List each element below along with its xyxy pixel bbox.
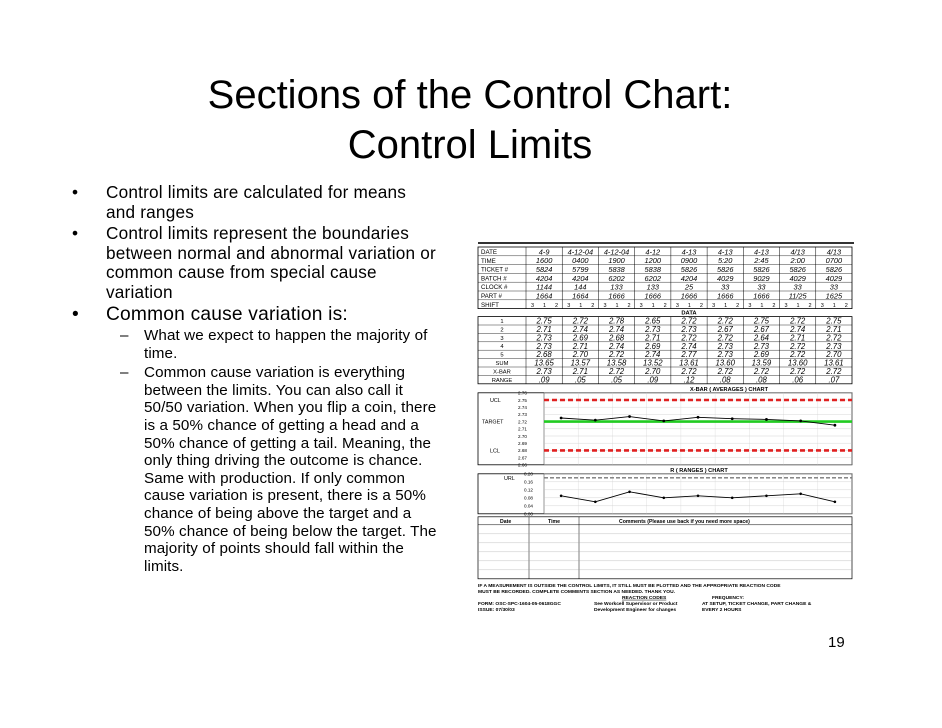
- shift-digit: 1: [687, 302, 691, 309]
- shift-digit: 1: [651, 302, 655, 309]
- handwritten-value: .07: [828, 375, 840, 385]
- range-chart: [544, 478, 852, 503]
- shift-digit: 1: [832, 302, 836, 309]
- shift-digit: 2: [736, 302, 740, 309]
- shift-digit: 3: [675, 302, 679, 309]
- handwritten-tickets: 5826: [753, 265, 770, 274]
- shift-digit: 3: [712, 302, 716, 309]
- lcl-label: LCL: [490, 448, 500, 455]
- handwritten-value: 2.73: [681, 325, 697, 334]
- handwritten-value: .08: [719, 375, 731, 385]
- shift-digit: 2: [844, 302, 848, 309]
- handwritten-dates: 4/13: [790, 247, 805, 257]
- bullet-list: [68, 183, 440, 577]
- handwritten-value: 2.71: [826, 325, 842, 334]
- handwritten-times: 0900: [680, 256, 698, 266]
- handwritten-value: 2.72: [681, 367, 697, 376]
- handwritten-value: 2.68: [536, 350, 552, 360]
- see-workcell: See Workcell Supervisor or Product: [594, 601, 678, 607]
- handwritten-tickets: 5838: [608, 265, 625, 274]
- xbar-tick-label: 2.67: [518, 455, 527, 461]
- handwritten-value: 2.74: [790, 325, 806, 334]
- frequency-label: FREQUENCY:: [712, 595, 744, 601]
- handwritten-value: 2.77: [681, 350, 697, 360]
- handwritten-times: 1600: [535, 256, 553, 266]
- header-label: PART #: [481, 293, 502, 300]
- handwritten-value: 2.70: [826, 350, 842, 360]
- shift-digit: 1: [543, 302, 547, 309]
- handwritten-value: 13.60: [787, 358, 808, 368]
- data-row-label: 2: [500, 327, 504, 334]
- handwritten-batch: 4204: [572, 273, 589, 283]
- header-label: SHIFT: [481, 301, 499, 309]
- handwritten-tickets: 5826: [789, 265, 806, 274]
- handwritten-value: .09: [647, 375, 659, 385]
- xbar-tick-label: 2.66: [518, 462, 527, 468]
- handwritten-value: 2.71: [572, 341, 588, 351]
- handwritten-value: .06: [792, 375, 804, 385]
- dash-marker: –: [120, 327, 129, 344]
- handwritten-batch: 4029: [825, 273, 843, 283]
- bullet-2: [68, 224, 440, 302]
- handwritten-value: 2.72: [717, 367, 733, 376]
- header-label: TIME: [481, 257, 496, 265]
- xbar-tick-label: 2.75: [518, 397, 527, 403]
- r-point: [594, 501, 597, 504]
- sub-bullet-text: Common cause variation is everything between the limits. You can also call it 50/50 variation. When you flip a coin, there is a 50% chance of getting a head and a 50% chance of getting a tail. Meaning, the only thing driving the outcome is chance. Same with production. If only common cause variation is present, there is a 50% chance of being above the target and a 50% chance of being below the target. The majority of points should fall within the limits.: [144, 364, 437, 575]
- handwritten-value: 2.72: [790, 341, 806, 351]
- handwritten-times: 1200: [644, 256, 662, 266]
- issue-date: ISSUE: 07/30/03: [478, 607, 515, 612]
- xbar-tick-label: 2.76: [518, 390, 527, 396]
- handwritten-value: 2.72: [717, 333, 733, 343]
- handwritten-value: 2.72: [826, 333, 842, 343]
- handwritten-entries: [534, 247, 843, 384]
- shift-digit: 1: [615, 302, 619, 309]
- handwritten-value: 2.73: [536, 367, 552, 376]
- r-tick-label: 0.12: [524, 487, 533, 493]
- bullet-marker: •: [72, 223, 79, 243]
- shift-digit: 3: [531, 302, 535, 309]
- r-tick-label: 0.08: [524, 495, 533, 501]
- xbar-point: [833, 424, 836, 427]
- ucl-label: UCL: [490, 398, 501, 404]
- xbar-tick-label: 2.72: [518, 419, 527, 425]
- xbar-tick-label: 2.69: [518, 441, 527, 446]
- xbar-tick-label: 2.68: [518, 448, 527, 454]
- handwritten-value: 2.74: [681, 341, 697, 351]
- handwritten-tickets: 5826: [716, 265, 734, 274]
- handwritten-value: 2.69: [645, 341, 661, 351]
- handwritten-dates: 4-13: [717, 247, 733, 257]
- handwritten-batch: 4029: [789, 273, 806, 283]
- handwritten-value: 2.75: [826, 316, 842, 326]
- handwritten-value: 2.69: [753, 350, 770, 360]
- header-label: BATCH #: [481, 275, 507, 283]
- handwritten-part: 1664: [572, 291, 589, 301]
- handwritten-value: 13.57: [570, 358, 591, 368]
- xbar-chart: [544, 400, 852, 450]
- handwritten-value: 2.73: [536, 333, 552, 343]
- r-point: [765, 495, 768, 498]
- r-point: [560, 495, 563, 498]
- handwritten-tickets: 5826: [825, 265, 843, 274]
- r-tick-label: 0.04: [524, 503, 533, 509]
- handwritten-batch: 4204: [680, 273, 698, 283]
- handwritten-value: .12: [683, 375, 695, 385]
- xbar-point: [628, 415, 631, 418]
- handwritten-value: 2.71: [536, 325, 552, 334]
- shift-digit: 3: [603, 302, 607, 309]
- handwritten-value: .08: [756, 375, 767, 385]
- handwritten-value: 2.67: [753, 325, 770, 334]
- handwritten-value: 2.72: [681, 316, 697, 326]
- r-title: R ( RANGES ) CHART: [670, 467, 728, 474]
- url-label: URL: [504, 475, 515, 482]
- comments-table: [478, 517, 852, 579]
- handwritten-part: 11/25: [788, 291, 807, 301]
- handwritten-clock: 1144: [536, 282, 553, 292]
- handwritten-clock: 133: [610, 282, 623, 292]
- control-chart-form: [474, 242, 858, 612]
- handwritten-value: 13.58: [606, 358, 627, 368]
- bullet-marker: •: [72, 304, 79, 325]
- handwritten-dates: 4-12-04: [603, 247, 630, 257]
- handwritten-value: 2.75: [536, 316, 552, 326]
- xbar-point: [765, 418, 768, 421]
- xbar-tick-label: 2.71: [518, 426, 527, 432]
- xbar-point: [594, 419, 597, 422]
- handwritten-value: .05: [611, 375, 622, 385]
- handwritten-part: 1666: [644, 291, 662, 301]
- footer-line-1: IF A MEASUREMENT IS OUTSIDE THE CONTROL LIMITS, IT STILL MUST BE PLOTTED AND THE APPROPRIATE REACTION CODE: [478, 583, 781, 589]
- handwritten-times: 0700: [825, 256, 843, 266]
- handwritten-value: 2.72: [753, 367, 770, 376]
- handwritten-part: 1625: [825, 291, 843, 301]
- handwritten-tickets: 5799: [572, 265, 589, 274]
- handwritten-times: 1900: [608, 256, 625, 266]
- handwritten-batch: 4029: [716, 273, 734, 283]
- handwritten-value: 2.71: [572, 367, 588, 376]
- handwritten-value: 2.64: [753, 333, 770, 343]
- data-row-label: RANGE: [491, 377, 513, 384]
- handwritten-value: 2.73: [536, 341, 552, 351]
- shift-digit: 1: [724, 302, 728, 309]
- handwritten-value: 13.60: [715, 358, 735, 368]
- handwritten-value: 13.65: [534, 358, 554, 368]
- handwritten-value: 2.72: [790, 316, 806, 326]
- xbar-point: [697, 416, 700, 419]
- handwritten-batch: 9029: [753, 273, 770, 283]
- handwritten-value: 13.59: [751, 358, 772, 368]
- handwritten-value: .05: [574, 375, 586, 385]
- shift-digit: 3: [567, 302, 571, 309]
- shift-digit: 2: [808, 302, 812, 309]
- xbar-point: [731, 417, 734, 420]
- handwritten-value: 2.72: [790, 367, 806, 376]
- sub-bullet-text: What we expect to happen the majority of time.: [144, 327, 428, 362]
- handwritten-value: 2.72: [608, 350, 625, 360]
- r-point: [662, 497, 665, 500]
- header-label: CLOCK #: [481, 284, 508, 292]
- comments-time-header: Time: [548, 518, 561, 525]
- shift-digit: 2: [591, 302, 595, 309]
- handwritten-clock: 33: [721, 282, 730, 292]
- handwritten-value: 2.71: [645, 333, 661, 343]
- shift-digit: 1: [579, 302, 583, 309]
- handwritten-value: 2.67: [717, 325, 733, 334]
- shift-digit: 2: [699, 302, 703, 309]
- handwritten-tickets: 5824: [535, 265, 553, 274]
- handwritten-value: 2.69: [572, 333, 588, 343]
- footer-line-2: MUST BE RECORDED. COMPLETE COMMENTS SECTION AS NEEDED. THANK YOU.: [478, 589, 675, 595]
- data-label: DATA: [681, 310, 697, 317]
- bullet-text: Control limits represent the boundaries between normal and abnormal variation or common cause from special cause variation: [106, 223, 436, 302]
- handwritten-clock: 133: [646, 282, 659, 292]
- dev-engineer: Development Engineer for changes: [594, 607, 677, 612]
- handwritten-batch: 6202: [644, 273, 662, 283]
- handwritten-times: 2:45: [754, 256, 769, 266]
- shift-digit: 2: [663, 302, 667, 309]
- reaction-codes: REACTION CODES: [622, 595, 667, 601]
- r-tick-label: 0.16: [524, 479, 533, 485]
- handwritten-value: 2.70: [645, 367, 661, 376]
- slide-title: [70, 70, 870, 170]
- shift-digit: 3: [820, 302, 824, 309]
- form-number: FORM: OSC-SPC-1604-05-0618GGC: [478, 601, 561, 607]
- handwritten-dates: 4-9: [538, 247, 550, 257]
- xbar-point: [560, 417, 563, 420]
- form-labels: [478, 249, 848, 612]
- handwritten-times: 0400: [572, 256, 589, 266]
- r-point: [799, 493, 802, 496]
- dash-marker: –: [120, 364, 129, 382]
- xbar-point: [799, 419, 802, 422]
- handwritten-dates: 4/13: [826, 247, 842, 257]
- handwritten-value: 2.75: [753, 316, 770, 326]
- r-point: [697, 495, 700, 498]
- title-line-2: Control Limits: [347, 123, 593, 167]
- r-tick-label: 0.20: [524, 471, 533, 477]
- handwritten-value: 2.65: [645, 316, 661, 326]
- title-line-1: Sections of the Control Chart:: [207, 73, 733, 117]
- handwritten-value: 2.74: [608, 325, 625, 334]
- handwritten-value: 2.73: [717, 350, 733, 360]
- handwritten-clock: 33: [793, 282, 802, 292]
- handwritten-dates: 4-12-04: [567, 247, 594, 257]
- shift-digit: 2: [555, 302, 559, 309]
- xbar-tick-label: 2.74: [518, 405, 527, 410]
- target-label: TARGET: [482, 419, 504, 426]
- handwritten-value: 2.74: [608, 341, 625, 351]
- shift-digit: 1: [796, 302, 800, 309]
- xbar-tick-label: 2.70: [518, 433, 527, 439]
- comments-date-header: Date: [500, 518, 512, 525]
- data-row-label: 4: [500, 344, 504, 351]
- handwritten-value: .09: [538, 375, 550, 385]
- handwritten-clock: 25: [684, 282, 694, 292]
- handwritten-value: 13.52: [643, 358, 663, 368]
- r-point: [731, 497, 734, 500]
- header-label: TICKET #: [481, 266, 509, 274]
- handwritten-times: 2:00: [790, 256, 805, 266]
- xbar-tick-label: 2.73: [518, 412, 527, 418]
- r-point: [834, 501, 837, 504]
- handwritten-value: 2.71: [790, 333, 806, 343]
- xbar-title: X-BAR ( AVERAGES ) CHART: [689, 386, 769, 393]
- handwritten-dates: 4-12: [645, 247, 661, 257]
- r-tick-label: 0.00: [524, 511, 533, 517]
- shift-digit: 1: [760, 302, 764, 309]
- data-row-label: 3: [500, 335, 504, 342]
- shift-digit: 3: [748, 302, 752, 309]
- handwritten-value: 2.72: [608, 367, 625, 376]
- handwritten-value: 13.61: [824, 358, 844, 368]
- handwritten-clock: 33: [757, 282, 766, 292]
- handwritten-value: 2.72: [790, 350, 806, 360]
- handwritten-part: 1666: [753, 291, 770, 301]
- sub-bullet-1: [68, 327, 440, 362]
- handwritten-clock: 144: [574, 282, 587, 292]
- handwritten-batch: 6202: [608, 273, 625, 283]
- bullet-3: [68, 304, 440, 325]
- bullet-text: Common cause variation is:: [106, 304, 348, 325]
- shift-digit: 3: [784, 302, 788, 309]
- handwritten-dates: 4-13: [754, 247, 769, 257]
- handwritten-value: 2.70: [572, 350, 588, 360]
- handwritten-value: 2.74: [645, 350, 661, 360]
- data-row-label: X-BAR: [493, 369, 511, 376]
- every-2-hours: EVERY 2 HOURS: [702, 607, 742, 612]
- r-point: [628, 491, 631, 494]
- handwritten-value: 13.61: [679, 358, 699, 368]
- page-number: 19: [828, 634, 845, 651]
- handwritten-times: 5:20: [718, 256, 733, 266]
- xbar-point: [662, 419, 665, 422]
- handwritten-value: 2.73: [753, 341, 770, 351]
- handwritten-part: 1664: [535, 291, 553, 301]
- data-row-label: SUM: [495, 361, 509, 367]
- handwritten-value: 2.72: [826, 367, 842, 376]
- data-row-label: 5: [500, 352, 504, 359]
- handwritten-clock: 33: [829, 282, 839, 292]
- shift-digit: 2: [772, 302, 776, 309]
- handwritten-value: 2.78: [608, 316, 625, 326]
- handwritten-value: 2.73: [826, 341, 842, 351]
- bullet-1: [68, 183, 440, 222]
- handwritten-batch: 4204: [535, 273, 553, 283]
- sub-bullet-2: [68, 364, 440, 575]
- handwritten-tickets: 5838: [644, 265, 662, 274]
- shift-digit: 3: [639, 302, 643, 309]
- handwritten-part: 1666: [680, 291, 698, 301]
- bullet-marker: •: [72, 182, 79, 202]
- shift-digit: 2: [627, 302, 631, 309]
- handwritten-dates: 4-13: [681, 247, 697, 257]
- handwritten-part: 1666: [608, 291, 625, 301]
- handwritten-tickets: 5826: [680, 265, 698, 274]
- handwritten-value: 2.72: [572, 316, 588, 326]
- at-setup: AT SETUP, TICKET CHANGE, PART CHANGE &: [702, 601, 812, 607]
- handwritten-value: 2.73: [645, 325, 661, 334]
- comments-text-header: Comments (Please use back if you need more space): [619, 518, 750, 525]
- handwritten-value: 2.68: [608, 333, 625, 343]
- handwritten-value: 2.73: [717, 341, 733, 351]
- scan-edge: [478, 242, 854, 244]
- handwritten-part: 1666: [716, 291, 734, 301]
- bullet-text: Control limits are calculated for means and ranges: [106, 182, 407, 222]
- handwritten-value: 2.74: [572, 325, 588, 334]
- handwritten-value: 2.72: [681, 333, 697, 343]
- header-label: DATE: [481, 249, 498, 256]
- data-row-label: 1: [500, 319, 504, 325]
- handwritten-value: 2.72: [717, 316, 733, 326]
